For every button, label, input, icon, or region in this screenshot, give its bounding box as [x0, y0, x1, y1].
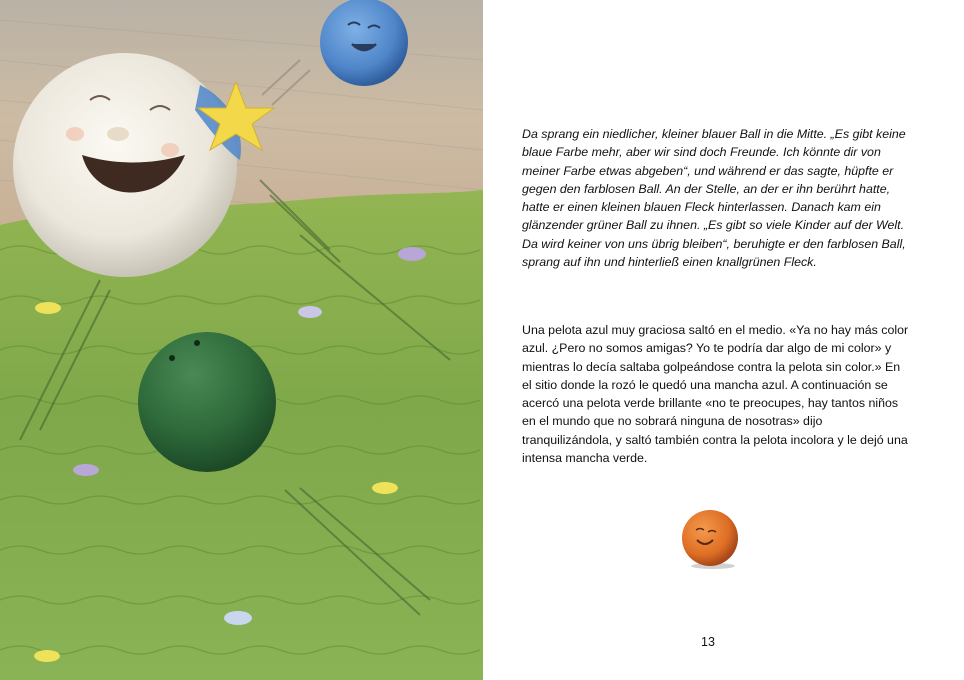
text-page [483, 0, 964, 680]
green-ball-icon [138, 332, 276, 472]
paragraph-spanish: Una pelota azul muy graciosa saltó en el medio. «Ya no hay más color azul. ¿Pero no somos amigas? Yo te podría dar algo de mi color» y mientras lo decía saltaba golpeándose contra la pelota sin color.» En el sitio donde la rozó le quedó una mancha azul. A continuación se acercó una pelota verde brillante «no te preocupes, hay tantos niños en el mundo que no sobrará ninguna de nosotras» dijo tranquilizándola, y saltó también contra la pelota incolora y le dejó una intensa mancha verde. [522, 323, 909, 466]
paragraph-german: Da sprang ein niedlicher, kleiner blauer Ball in die Mitte. „Es gibt keine blaue Farbe mehr, aber wir sind doch Freunde. Ich könnte dir von meiner Farbe etwas abgeben“, und während er das sagte, hüpfte er gegen den farblosen Ball. An der Stelle, an der er ihn berührt hatte, hatte er einen kleinen blauen Fleck hinterlassen. Danach kam ein glänzender grüner Ball zu ihnen. „Es gibt so viele Kinder auf der Welt. Da wird keiner von uns übrig bleiben“, beruhigte er den farblosen Ball, sprang auf ihn und hinterließ einen knallgrünen Fleck. [522, 127, 906, 270]
blue-ball-icon [320, 0, 408, 86]
page-number: 13 [701, 635, 715, 649]
orange-ball-icon [680, 508, 742, 570]
